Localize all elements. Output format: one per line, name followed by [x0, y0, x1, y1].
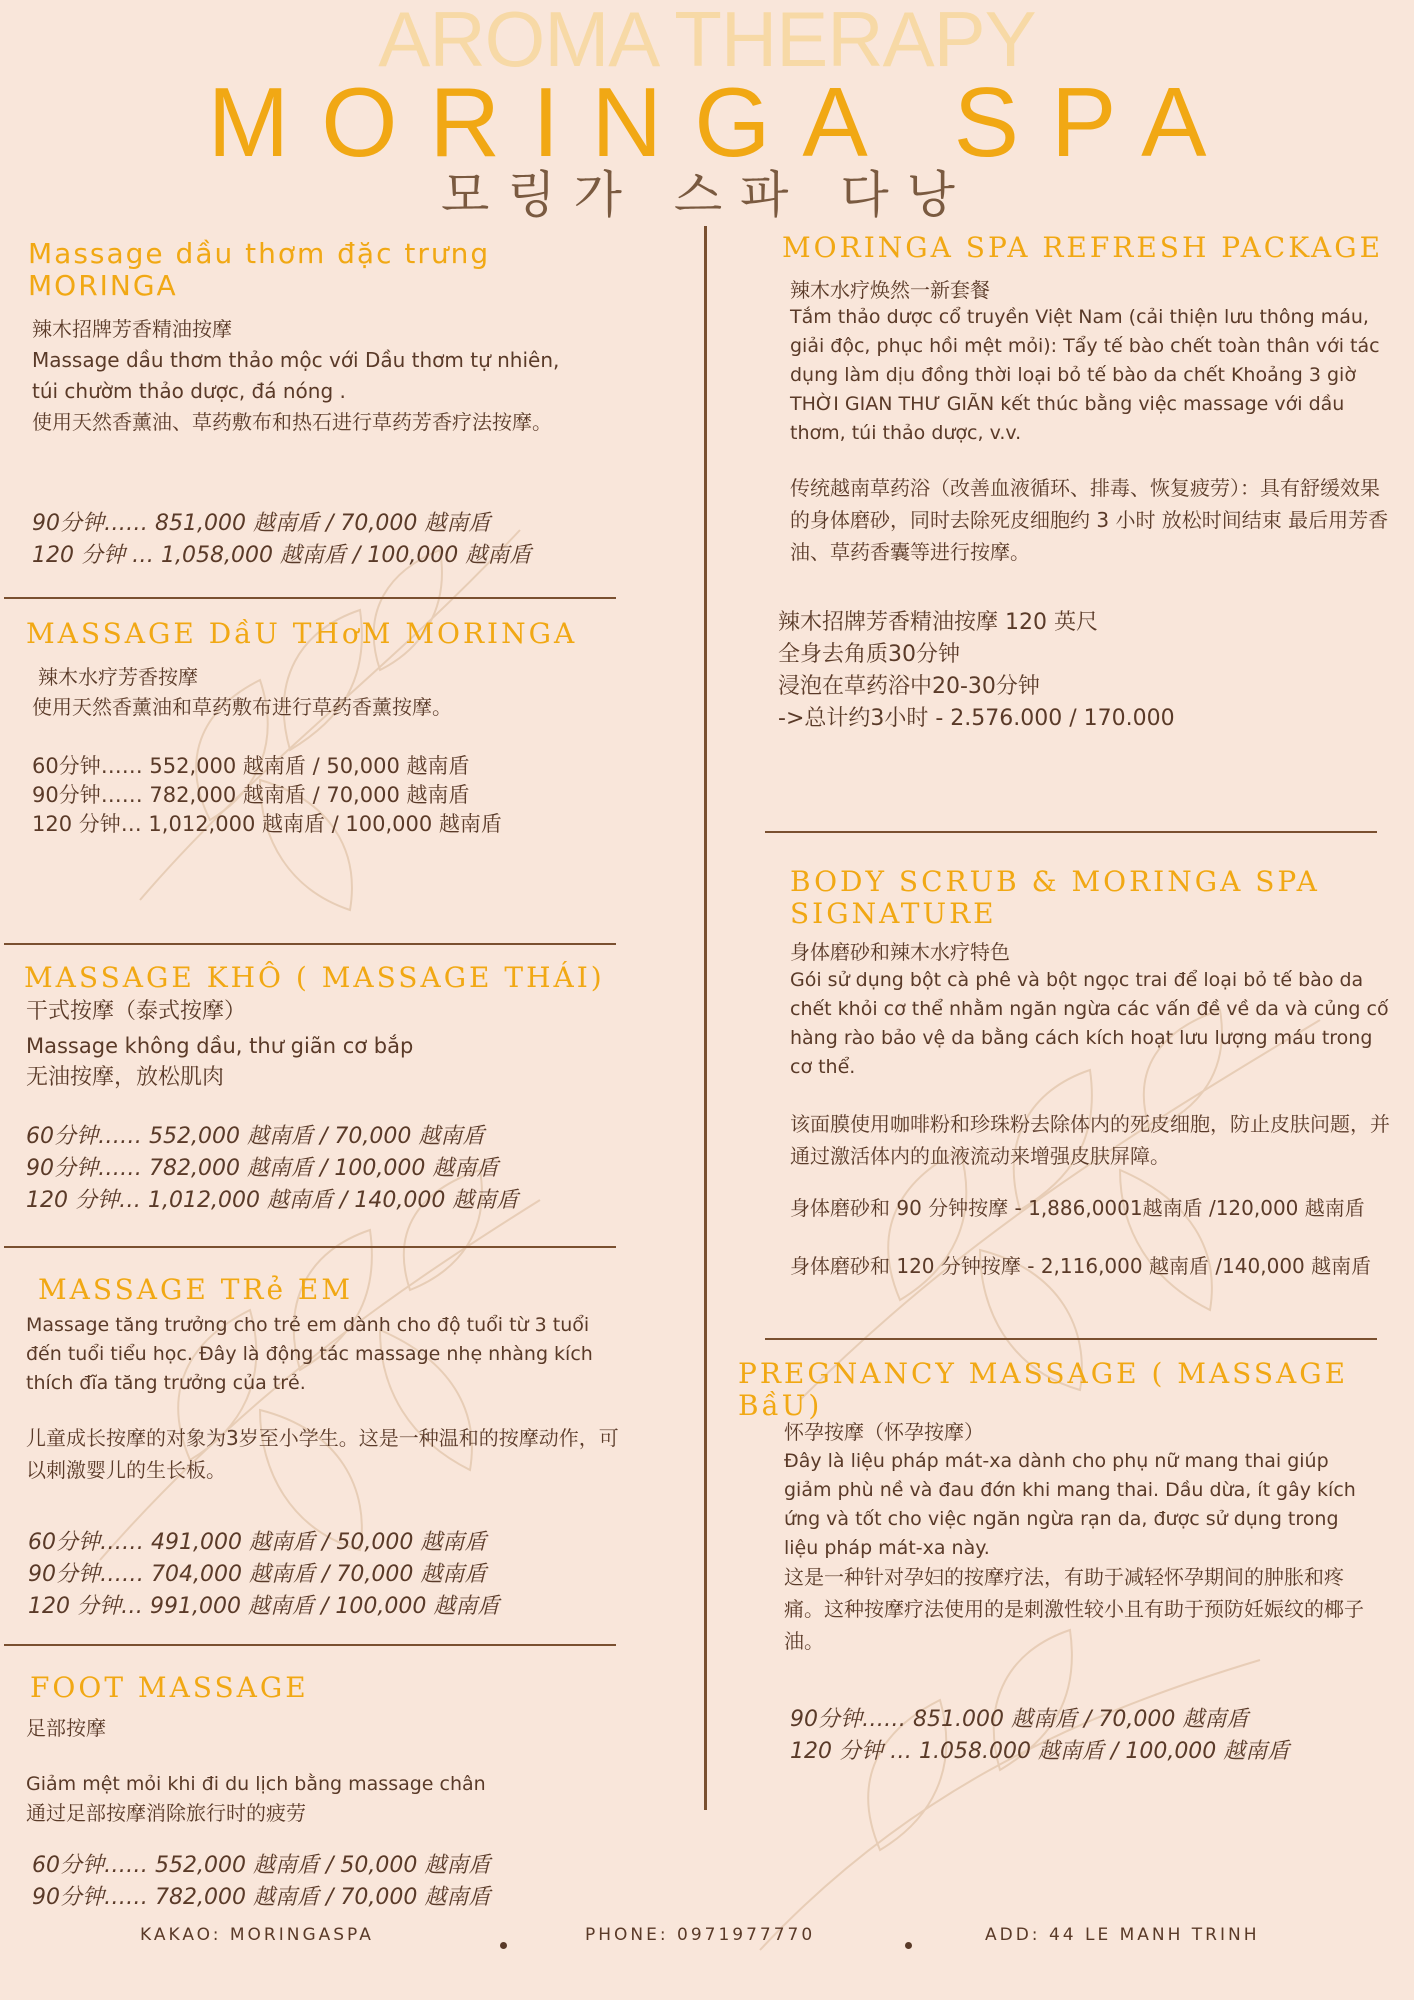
section-description-vi: Massage dầu thơm thảo mộc với Dầu thơm tự nhiên, túi chườm thảo dược, đá nóng .	[32, 348, 560, 403]
section-description-vi: Massage tăng trưởng cho trẻ em dành cho độ tuổi từ 3 tuổi đến tuổi tiểu học. Đây là động tác massage nhẹ nhàng kích thích đĩa tăng trưởng của trẻ.	[26, 1314, 593, 1394]
section-title-moringa-oil: MASSAGE DầU THơM MORINGA	[26, 617, 578, 650]
section-divider	[4, 1246, 616, 1248]
section-description-zh: 使用天然香薰油和草药敷布进行草药香薰按摩。	[32, 695, 452, 719]
section-prices: 60分钟…… 491,000 越南盾 / 50,000 越南盾 90分钟…… 704,000 越南盾 / 70,000 越南盾 120 分钟… 991,000 越南盾 / 100,000 越南盾	[28, 1530, 500, 1619]
section-zh-title: 辣木水疗芳香按摩	[38, 665, 198, 689]
section-description-vi: Đây là liệu pháp mát-xa dành cho phụ nữ mang thai giúp giảm phù nề và đau đớn khi mang thai. Dầu dừa, ít gây kích ứng và tốt cho việc ngăn ngừa rạn da, được sử dụng trong liệu pháp mát-xa này.	[784, 1450, 1356, 1559]
section-title-kids-massage: MASSAGE TRẻ EM	[38, 1273, 354, 1306]
package-items-list: 辣木招牌芳香精油按摩 120 英尺 全身去角质30分钟 浸泡在草药浴中20-30分钟 ->总计约3小时 - 2.576.000 / 170.000	[778, 610, 1175, 731]
section-description-vi: Gói sử dụng bột cà phê và bột ngọc trai để loại bỏ tế bào da chết khỏi cơ thể nhằm ngăn ngừa các vấn đề về da và củng cố hàng rào bảo vệ da bằng cách kích hoạt lưu lượng máu trong cơ thể.	[790, 969, 1389, 1078]
section-description-vi: Tắm thảo dược cổ truyền Việt Nam (cải thiện lưu thông máu, giải độc, phục hồi mệt mỏi): Tẩy tế bào chết toàn thân với tác dụng làm dịu đồng thời loại bỏ tế bào da chết Khoảng 3 giờ THỜI GIAN THƯ GIÃN kết thúc bằng việc massage với dầu thơm, túi thảo dược, v.v.	[790, 306, 1380, 444]
section-title-dry-massage: MASSAGE KHÔ ( MASSAGE THÁI)	[24, 961, 605, 994]
section-description-vi: Massage không dầu, thư giãn cơ bắp	[26, 1034, 414, 1058]
section-divider	[765, 1338, 1377, 1340]
section-zh-title: 足部按摩	[26, 1716, 106, 1740]
section-prices: 60分钟…… 552,000 越南盾 / 70,000 越南盾 90分钟…… 782,000 越南盾 / 100,000 越南盾 120 分钟… 1,012,000 越南盾 / 140,000 越南盾	[26, 1124, 519, 1213]
section-description-zh: 这是一种针对孕妇的按摩疗法，有助于减轻怀孕期间的肿胀和疼痛。这种按摩疗法使用的是刺激性较小且有助于预防妊娠纹的椰子油。	[784, 1565, 1364, 1653]
section-zh-title: 辣木招牌芳香精油按摩	[32, 317, 232, 341]
section-title-signature-massage: Massage dầu thơm đặc trưng MORINGA	[28, 237, 491, 302]
column-divider	[704, 226, 707, 1810]
section-zh-title: 怀孕按摩（怀孕按摩）	[784, 1420, 984, 1444]
section-description-zh: 传统越南草药浴（改善血液循环、排毒、恢复疲劳）：具有舒缓效果的身体磨砂，同时去除死皮细胞约 3 小时 放松时间结束 最后用芳香油、草药香囊等进行按摩。	[790, 476, 1389, 564]
section-prices: 60分钟…… 552,000 越南盾 / 50,000 越南盾 90分钟…… 782,000 越南盾 / 70,000 越南盾	[32, 1853, 491, 1910]
section-prices: 90分钟…… 851,000 越南盾 / 70,000 越南盾 120 分钟 … 1,058,000 越南盾 / 100,000 越南盾	[32, 511, 532, 568]
footer-separator-dot-icon	[905, 1942, 912, 1949]
section-title-body-scrub: BODY SCRUB & MORINGA SPA SIGNATURE	[790, 865, 1320, 930]
section-title-refresh-package: MORINGA SPA REFRESH PACKAGE	[782, 231, 1384, 264]
footer-kakao: KAKAO: MORINGASPA	[140, 1925, 374, 1945]
section-description-zh: 使用天然香薰油、草药敷布和热石进行草药芳香疗法按摩。	[32, 410, 552, 434]
section-zh-title: 辣木水疗焕然一新套餐	[790, 278, 990, 302]
section-zh-title: 干式按摩（泰式按摩）	[26, 999, 247, 1024]
footer-phone: PHONE: 0971977770	[585, 1925, 816, 1945]
section-zh-title: 身体磨砂和辣木水疗特色	[790, 940, 1010, 964]
section-divider	[765, 831, 1377, 833]
section-title-foot-massage: FOOT MASSAGE	[30, 1671, 309, 1704]
section-title-pregnancy-massage: PREGNANCY MASSAGE ( MASSAGE BầU)	[738, 1357, 1349, 1422]
header-korean-subtitle: 모링가 스파 다낭	[441, 166, 973, 224]
section-prices: 90分钟…… 851.000 越南盾 / 70,000 越南盾 120 分钟 … 1.058.000 越南盾 / 100,000 越南盾	[790, 1707, 1290, 1764]
section-description-zh: 通过足部按摩消除旅行时的疲劳	[26, 1801, 306, 1825]
header-aroma-therapy: AROMA THERAPY	[378, 0, 1036, 83]
header-brand-title: MORINGA SPA	[207, 67, 1239, 177]
footer-address: ADD: 44 LE MANH TRINH	[985, 1925, 1260, 1945]
section-divider	[4, 943, 616, 945]
section-description-zh: 该面膜使用咖啡粉和珍珠粉去除体内的死皮细胞，防止皮肤问题，并通过激活体内的血液流动来增强皮肤屏障。	[790, 1112, 1390, 1168]
section-description-zh: 儿童成长按摩的对象为3岁至小学生。这是一种温和的按摩动作，可以刺激婴儿的生长板。	[26, 1426, 619, 1482]
footer-separator-dot-icon	[500, 1942, 507, 1949]
section-prices: 60分钟…… 552,000 越南盾 / 50,000 越南盾 90分钟…… 782,000 越南盾 / 70,000 越南盾 120 分钟… 1,012,000 越南盾 / 100,000 越南盾	[32, 754, 502, 836]
leaf-decoration-icon	[700, 600, 1380, 2000]
section-divider	[4, 597, 616, 599]
section-divider	[4, 1644, 616, 1646]
section-price-option-90: 身体磨砂和 90 分钟按摩 - 1,886,0001越南盾 /120,000 越南盾	[790, 1196, 1365, 1220]
section-description-vi: Giảm mệt mỏi khi đi du lịch bằng massage chân	[26, 1773, 486, 1795]
section-price-option-120: 身体磨砂和 120 分钟按摩 - 2,116,000 越南盾 /140,000 越南盾	[790, 1254, 1372, 1278]
section-description-zh: 无油按摩，放松肌肉	[26, 1065, 225, 1090]
